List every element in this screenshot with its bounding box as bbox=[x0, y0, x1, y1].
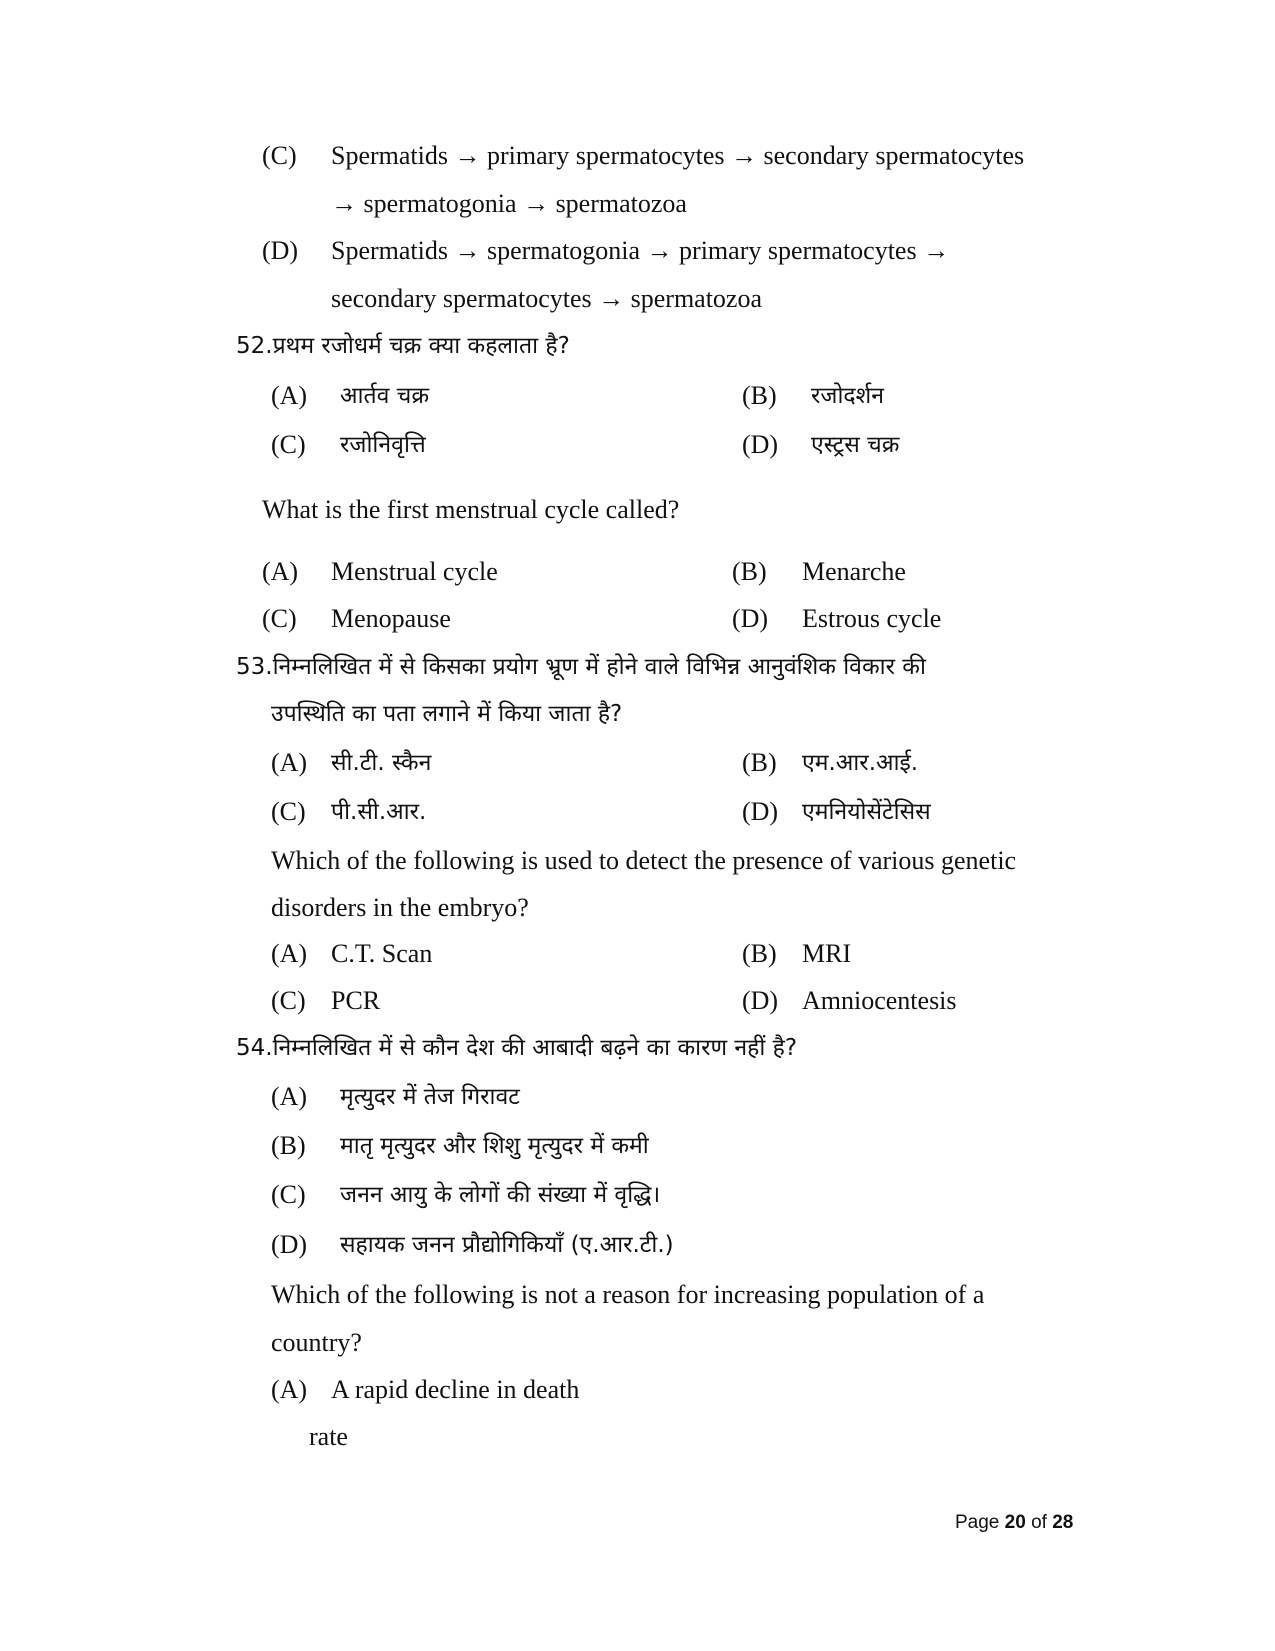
q53-english-option-c-text: PCR bbox=[331, 986, 381, 1015]
q53-english-option-d-text: Amniocentesis bbox=[802, 986, 957, 1015]
q53-hindi-question-line1: 53.निम्नलिखित में से किसका प्रयोग भ्रूण में होने वाले विभिन्न आनुवंशिक विकार की bbox=[236, 654, 926, 680]
q53-hindi-option-c-label: (C) bbox=[271, 797, 306, 826]
q54-english-question-line2: country? bbox=[271, 1328, 362, 1357]
q52-hindi-option-d-label: (D) bbox=[742, 430, 779, 459]
current-page-number: 20 bbox=[1004, 1512, 1026, 1533]
q51-option-c-label: (C) bbox=[262, 141, 297, 170]
q54-hindi-option-c-label: (C) bbox=[271, 1180, 306, 1209]
q53-hindi-option-b-text: एम.आर.आई. bbox=[802, 750, 919, 776]
q53-english-question-line2: disorders in the embryo? bbox=[271, 893, 529, 922]
q52-hindi-option-c-text: रजोनिवृत्ति bbox=[340, 432, 426, 458]
q54-hindi-option-b-label: (B) bbox=[271, 1131, 306, 1160]
q52-english-option-c-text: Menopause bbox=[331, 604, 451, 633]
q52-english-option-a-label: (A) bbox=[262, 557, 299, 586]
q53-hindi-option-a-text: सी.टी. स्कैन bbox=[331, 750, 432, 776]
q52-hindi-option-a-label: (A) bbox=[271, 381, 308, 410]
page-number-footer bbox=[955, 1512, 1073, 1534]
total-pages-number: 28 bbox=[1052, 1512, 1074, 1533]
q53-english-option-d-label: (D) bbox=[742, 986, 779, 1015]
of-word: of bbox=[1031, 1512, 1047, 1533]
q52-english-option-a-text: Menstrual cycle bbox=[331, 557, 498, 586]
q54-hindi-option-c-text: जनन आयु के लोगों की संख्या में वृद्धि। bbox=[340, 1182, 661, 1208]
q53-english-option-a-text: C.T. Scan bbox=[331, 939, 433, 968]
q54-hindi-option-a-text: मृत्युदर में तेज गिरावट bbox=[340, 1084, 520, 1110]
q54-hindi-option-a-label: (A) bbox=[271, 1082, 308, 1111]
q51-option-c-text-line1: Spermatids → primary spermatocytes → secondary spermatocytes bbox=[331, 141, 1025, 170]
q51-option-d-label: (D) bbox=[262, 236, 299, 265]
q54-hindi-option-b-text: मातृ मृत्युदर और शिशु मृत्युदर में कमी bbox=[340, 1133, 649, 1159]
q53-english-question-line1: Which of the following is used to detect the presence of various genetic bbox=[271, 846, 1017, 875]
q54-english-option-a-label: (A) bbox=[271, 1375, 308, 1404]
page-word: Page bbox=[955, 1512, 1000, 1533]
q52-hindi-option-b-text: रजोदर्शन bbox=[811, 383, 885, 409]
q51-option-c-text-line2: → spermatogonia → spermatozoa bbox=[331, 189, 687, 218]
q53-hindi-option-a-label: (A) bbox=[271, 748, 308, 777]
q52-english-option-d-label: (D) bbox=[732, 604, 769, 633]
q52-hindi-option-d-text: एस्ट्रस चक्र bbox=[811, 432, 900, 458]
q53-english-option-b-text: MRI bbox=[802, 939, 852, 968]
q54-english-question-line1: Which of the following is not a reason for increasing population of a bbox=[271, 1280, 985, 1309]
q52-hindi-option-c-label: (C) bbox=[271, 430, 306, 459]
q52-english-option-c-label: (C) bbox=[262, 604, 297, 633]
q53-english-option-b-label: (B) bbox=[742, 939, 777, 968]
q52-hindi-option-b-label: (B) bbox=[742, 381, 777, 410]
q52-english-question: What is the first menstrual cycle called? bbox=[262, 495, 680, 524]
q53-hindi-question-line2: उपस्थिति का पता लगाने में किया जाता है? bbox=[271, 701, 623, 727]
q53-hindi-option-d-text: एमनियोसेंटेसिस bbox=[802, 799, 931, 825]
q53-english-option-c-label: (C) bbox=[271, 986, 306, 1015]
q54-hindi-option-d-text: सहायक जनन प्रौद्योगिकियाँ (ए.आर.टी.) bbox=[340, 1232, 674, 1258]
q51-option-d-text-line1: Spermatids → spermatogonia → primary spermatocytes → bbox=[331, 236, 950, 265]
q53-hindi-option-b-label: (B) bbox=[742, 748, 777, 777]
q53-hindi-option-c-text: पी.सी.आर. bbox=[331, 799, 427, 825]
q52-english-option-b-label: (B) bbox=[732, 557, 767, 586]
q53-english-option-a-label: (A) bbox=[271, 939, 308, 968]
q54-english-option-a-text-line2: rate bbox=[309, 1422, 348, 1451]
q53-hindi-option-d-label: (D) bbox=[742, 797, 779, 826]
q54-hindi-question: 54.निम्नलिखित में से कौन देश की आबादी बढ़ने का कारण नहीं है? bbox=[236, 1035, 798, 1061]
q51-option-d-text-line2: secondary spermatocytes → spermatozoa bbox=[331, 284, 763, 313]
q52-english-option-d-text: Estrous cycle bbox=[802, 604, 942, 633]
q52-hindi-question: 52.प्रथम रजोधर्म चक्र क्या कहलाता है? bbox=[236, 333, 570, 359]
q54-english-option-a-text-line1: A rapid decline in death bbox=[331, 1375, 580, 1404]
q54-hindi-option-d-label: (D) bbox=[271, 1230, 308, 1259]
q52-hindi-option-a-text: आर्तव चक्र bbox=[340, 383, 429, 409]
q52-english-option-b-text: Menarche bbox=[802, 557, 906, 586]
